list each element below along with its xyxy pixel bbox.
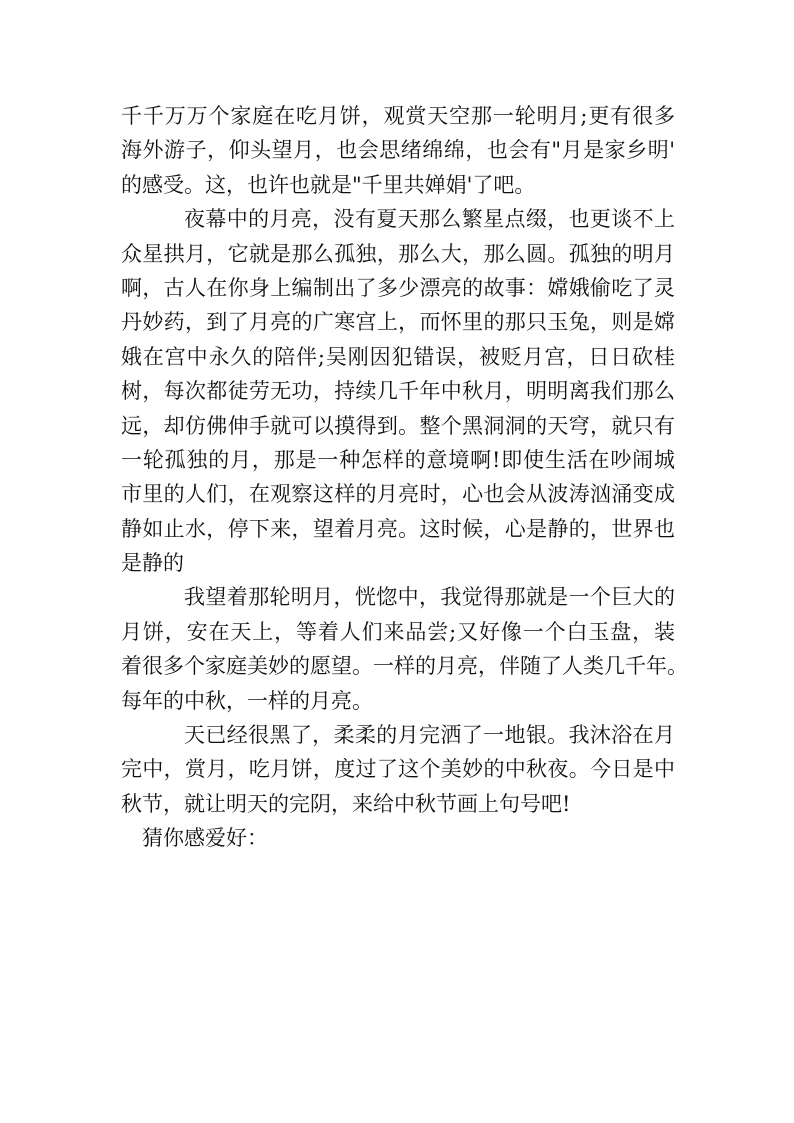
- closing-heading: 猜你感爱好：: [142, 826, 268, 851]
- text-line: 千千万万个家庭在吃月饼，观赏天空那一轮明月;更有很多: [121, 104, 675, 128]
- text-line: 啊，古人在你身上编制出了多少漂亮的故事：嫦娥偷吃了灵: [121, 275, 675, 300]
- text-line: 树，每次都徒劳无功，持续几千年中秋月，明明离我们那么: [121, 379, 675, 404]
- paragraph-start-line: 我望着那轮明月，恍惚中，我觉得那就是一个巨大的: [184, 585, 675, 610]
- text-line: 远，却仿佛伸手就可以摸得到。整个黑洞洞的天穹，就只有: [121, 413, 675, 438]
- paragraph-start-line: 天已经很黑了，柔柔的月完洒了一地银。我沐浴在月: [184, 723, 675, 748]
- text-line: 静如止水，停下来，望着月亮。这时候，心是静的，世界也: [121, 516, 675, 541]
- text-line: 众星拱月，它就是那么孤独，那么大，那么圆。孤独的明月: [121, 241, 675, 266]
- text-line: 月饼，安在天上，等着人们来品尝;又好像一个白玉盘，装: [121, 619, 675, 644]
- text-line: 市里的人们，在观察这样的月亮时，心也会从波涛汹涌变成: [121, 482, 675, 507]
- text-line: 的感受。这，也许也就是"千里共婵娟'了吧。: [121, 172, 536, 197]
- text-line: 每年的中秋，一样的月亮。: [121, 688, 373, 713]
- text-line: 秋节，就让明天的完阴，来给中秋节画上句号吧!: [121, 791, 571, 816]
- text-line: 丹妙药，到了月亮的广寒宫上，而怀里的那只玉兔，则是嫦: [121, 310, 675, 335]
- text-line: 娥在宫中永久的陪伴;吴刚因犯错误，被贬月宫，日日砍桂: [121, 344, 675, 369]
- text-line: 一轮孤独的月，那是一种怎样的意境啊!即使生活在吵闹城: [121, 447, 675, 472]
- text-line: 海外游子，仰头望月，也会思绪绵绵，也会有"月是家乡明': [121, 138, 675, 163]
- essay-body: [121, 99, 688, 856]
- text-line: 是静的: [121, 551, 184, 576]
- text-line: 着很多个家庭美妙的愿望。一样的月亮，伴随了人类几千年。: [121, 654, 688, 679]
- paragraph-start-line: 夜幕中的月亮，没有夏天那么繁星点缀，也更谈不上: [184, 207, 675, 232]
- text-line: 完中，赏月，吃月饼，度过了这个美妙的中秋夜。今日是中: [121, 757, 675, 782]
